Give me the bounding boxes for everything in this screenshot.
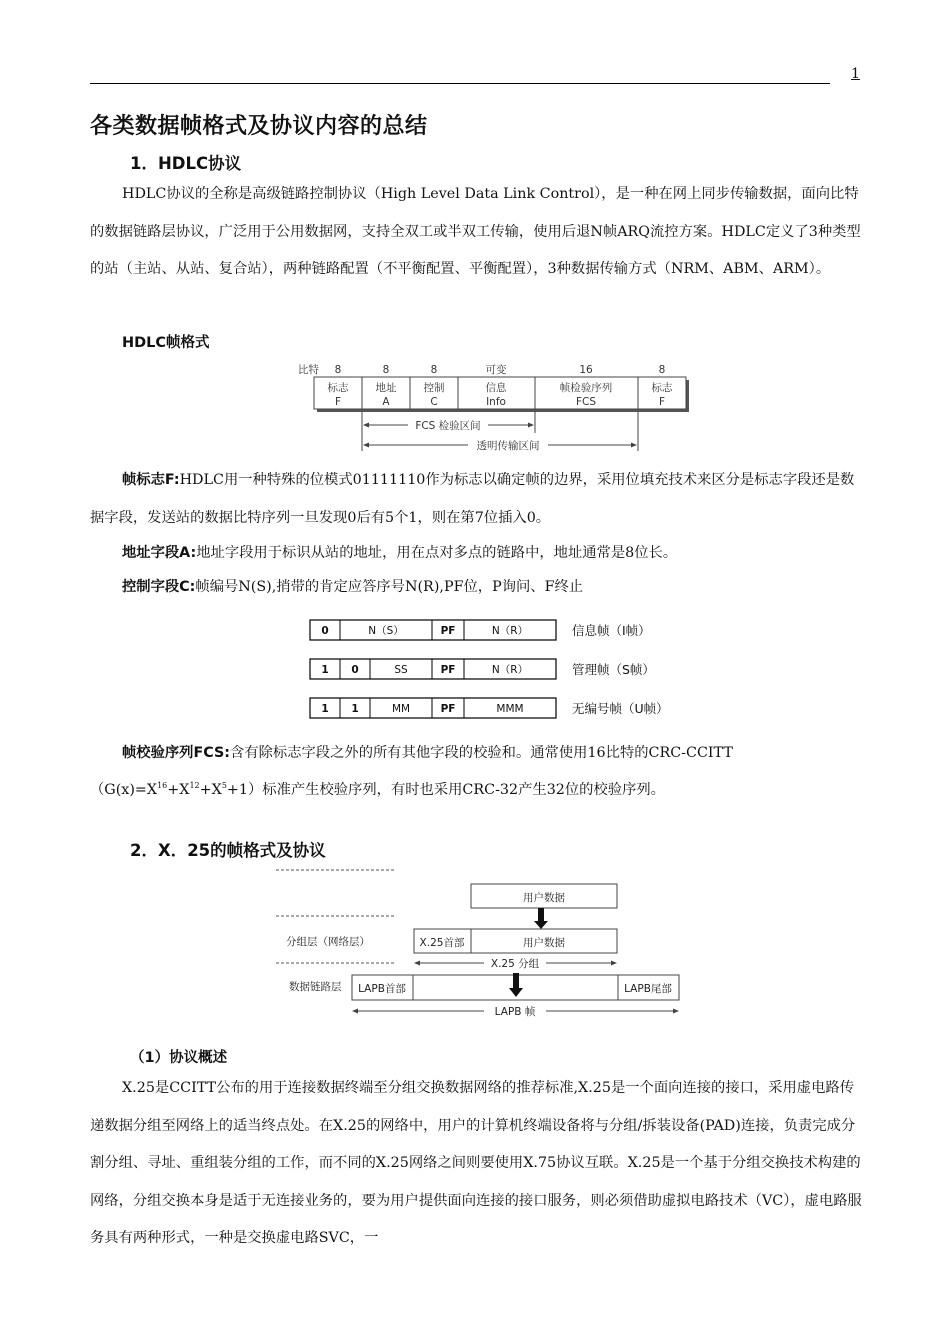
hdlc-intro-text: HDLC协议的全称是高级链路控制协议（High Level Data Link Control），是一种在网上同步传输数据，面向比特的数据链路层协议，广泛用于公用数据网，支持全双工或半双工传输，使用后退N帧ARQ流控方案。HDLC定义了3种类型的站（主站、从站、复合站），两种链路配置（不平衡配置、平衡配置），3种数据传输方式（NRM、ABM、ARM）。 bbox=[90, 186, 861, 277]
header-rule bbox=[90, 83, 830, 84]
field-name-address: 地址 bbox=[375, 382, 397, 394]
fcs-field-line-1 bbox=[122, 742, 733, 762]
u-frame-cell-1b: 1 bbox=[351, 703, 359, 715]
field-abbr-fcs: FCS bbox=[575, 396, 597, 408]
lapb-header-label: LAPB首部 bbox=[358, 983, 406, 995]
u-frame-cell-mm: MM bbox=[391, 703, 411, 715]
user-data-label: 用户数据 bbox=[523, 892, 565, 904]
page-number: 1 bbox=[851, 66, 860, 82]
s-frame-cell-pf: PF bbox=[440, 664, 456, 676]
x25-overview-paragraph bbox=[90, 1070, 862, 1258]
field-abbr-flag-end: F bbox=[658, 396, 666, 408]
transparent-range-label: 透明传输区间 bbox=[476, 440, 540, 452]
bits-label: 比特 bbox=[298, 364, 319, 376]
field-name-control: 控制 bbox=[423, 382, 445, 394]
control-field-line bbox=[122, 576, 583, 596]
i-frame-cell-nr: N（R） bbox=[491, 625, 529, 637]
x25-overview-text: X.25是CCITT公布的用于连接数据终端至分组交换数据网络的推荐标准,X.25是一个面向连接的接口，采用虚电路传递数据分组至网络上的适当终点处。在X.25的网络中，用户的计算机终端设备将与分组/拆装设备(PAD)连接，负责完成分割分组、寻址、重组装分组的工作，而不同的X.25网络之间则要使用X.75协议互联。X.25是一个基于分组交换技术构建的网络，分组交换本身是适于无连接业务的，要为用户提供面向连接的接口服务，则必须借助虚拟电路技术（VC），虚电路服务具有两种形式，一种是交换虚电路SVC，一 bbox=[90, 1080, 862, 1246]
lapb-trailer-label: LAPB尾部 bbox=[624, 983, 672, 995]
u-frame-cell-mmm: MMM bbox=[496, 703, 524, 715]
hdlc-frame-format-label: HDLC帧格式 bbox=[122, 335, 210, 351]
u-frame-cell-1a: 1 bbox=[321, 703, 329, 715]
field-bits-flag-end: 8 bbox=[658, 364, 666, 376]
i-frame-label: 信息帧（I帧） bbox=[572, 623, 651, 638]
address-field-text: 地址字段用于标识从站的地址，用在点对多点的链路中，地址通常是8位长。 bbox=[196, 545, 678, 561]
field-name-flag: 标志 bbox=[327, 382, 349, 394]
data-link-layer-label: 数据链路层 bbox=[289, 981, 342, 993]
section-1-heading: 1．HDLC协议 bbox=[130, 154, 242, 173]
control-frames-figure bbox=[308, 618, 698, 730]
hdlc-intro-paragraph bbox=[90, 176, 862, 289]
field-abbr-info: Info bbox=[486, 396, 506, 408]
field-abbr-control: C bbox=[430, 396, 438, 408]
s-frame-label: 管理帧（S帧） bbox=[572, 662, 655, 677]
fcs-field-text-2: 标准产生校验序列，有时也采用CRC-32产生32位的校验序列。 bbox=[262, 782, 665, 798]
x25-layers-figure bbox=[270, 866, 690, 1026]
fcs-field-text: 含有除标志字段之外的所有其他字段的校验和。通常使用16比特的CRC-CCITT bbox=[230, 745, 733, 761]
hdlc-frame-figure bbox=[290, 358, 700, 462]
x25-header-label: X.25首部 bbox=[419, 937, 465, 949]
i-frame-cell-0: 0 bbox=[321, 625, 329, 637]
lapb-frame-label: LAPB 帧 bbox=[494, 1006, 536, 1018]
field-abbr-flag: F bbox=[334, 396, 342, 408]
field-bits-address: 8 bbox=[382, 364, 390, 376]
field-bits-fcs: 16 bbox=[579, 364, 593, 376]
u-frame-cell-pf: PF bbox=[440, 703, 456, 715]
fcs-field-label: 帧校验序列FCS: bbox=[122, 745, 231, 761]
section-2-heading: 2．X．25的帧格式及协议 bbox=[130, 841, 326, 860]
document-title: 各类数据帧格式及协议内容的总结 bbox=[90, 114, 428, 139]
field-name-info: 信息 bbox=[485, 382, 507, 394]
s-frame-cell-ss: SS bbox=[394, 664, 408, 676]
flag-field-paragraph bbox=[90, 462, 862, 537]
field-name-fcs: 帧检验序列 bbox=[559, 382, 613, 394]
s-frame-cell-nr: N（R） bbox=[491, 664, 529, 676]
address-field-line bbox=[122, 542, 677, 562]
user-data-label-2: 用户数据 bbox=[523, 937, 565, 949]
field-bits-control: 8 bbox=[430, 364, 438, 376]
field-bits-info: 可变 bbox=[485, 364, 507, 376]
protocol-overview-heading: （1）协议概述 bbox=[130, 1050, 228, 1066]
address-field-label: 地址字段A: bbox=[122, 545, 197, 561]
flag-field-label: 帧标志F: bbox=[122, 472, 180, 488]
u-frame-label: 无编号帧（U帧） bbox=[572, 701, 669, 716]
x25-packet-label: X.25 分组 bbox=[490, 958, 540, 970]
hdlc-frame-diagram bbox=[290, 358, 700, 458]
i-frame-cell-pf: PF bbox=[440, 625, 456, 637]
fcs-polynomial: $(G(x)=X^{16}+X^{12}+X^5+1)$ bbox=[90, 781, 263, 798]
x25-layers-diagram bbox=[270, 866, 690, 1022]
field-bits-flag: 8 bbox=[334, 364, 342, 376]
field-name-flag-end: 标志 bbox=[651, 382, 673, 394]
fcs-field-line-2 bbox=[90, 779, 665, 799]
i-frame-cell-ns: N（S） bbox=[368, 625, 404, 637]
field-abbr-address: A bbox=[382, 396, 390, 408]
control-field-text: 帧编号N(S),捎带的肯定应答序号N(R),PF位，P询问、F终止 bbox=[195, 579, 584, 595]
control-frames-diagram bbox=[308, 618, 698, 726]
s-frame-cell-1: 1 bbox=[321, 664, 329, 676]
fcs-range-label: FCS 检验区间 bbox=[415, 420, 481, 432]
flag-field-text: HDLC用一种特殊的位模式01111110作为标志以确定帧的边界，采用位填充技术来区分是标志字段还是数据字段，发送站的数据比特序列一旦发现0后有5个1，则在第7位插入0。 bbox=[90, 472, 855, 526]
s-frame-cell-0: 0 bbox=[351, 664, 359, 676]
packet-layer-label: 分组层（网络层） bbox=[286, 936, 370, 948]
control-field-label: 控制字段C: bbox=[122, 579, 196, 595]
